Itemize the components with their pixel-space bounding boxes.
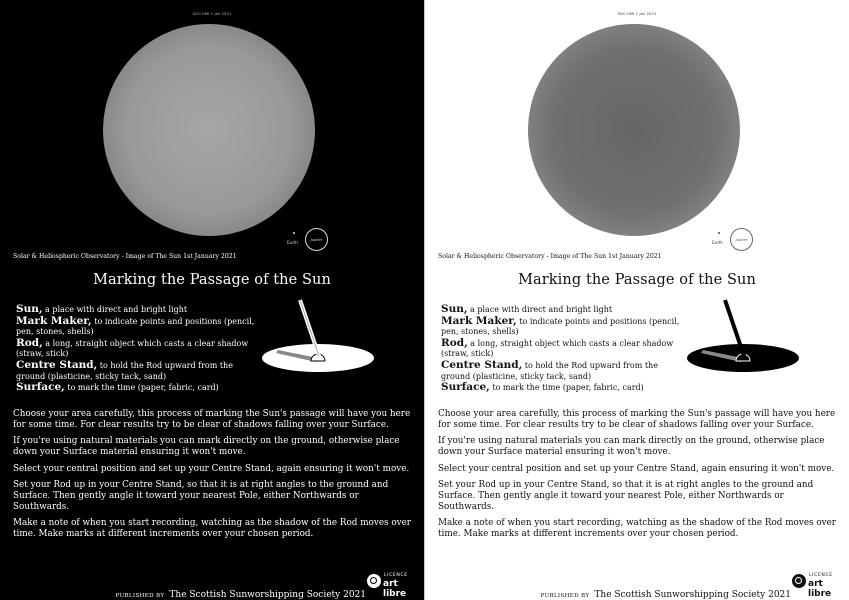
earth-label: Earth [287, 240, 298, 245]
published-by-label: PUBLISHED BY [115, 593, 165, 599]
paragraph: Select your central position and set up your Centre Stand, again ensuring it won't move. [13, 463, 410, 474]
item-name: Centre Stand, [16, 358, 98, 371]
list-item [441, 338, 681, 360]
dark-version-page [0, 0, 424, 600]
list-item [441, 382, 681, 394]
item-name: Mark Maker, [16, 314, 92, 327]
paragraph: Select your central position and set up your Centre Stand, again ensuring it won't move. [438, 463, 835, 474]
materials-list [16, 304, 256, 394]
licence-name: art libre [808, 579, 832, 599]
light-version-page [425, 0, 849, 600]
licence-badge [367, 573, 419, 599]
item-name: Mark Maker, [441, 314, 517, 327]
list-item [441, 360, 681, 382]
published-by-label: PUBLISHED BY [540, 593, 590, 599]
sun-image [103, 24, 315, 236]
item-desc: a place with direct and bright light [42, 305, 188, 314]
item-desc: to mark the time (paper, fabric, card) [64, 383, 219, 393]
image-credit: Solar & Heliospheric Observatory - Image of The Sun 1st January 2021 [438, 253, 662, 260]
list-item [441, 316, 681, 338]
licence-badge [792, 573, 844, 599]
item-desc: to mark the time (paper, fabric, card) [489, 383, 644, 393]
item-name: Centre Stand, [441, 358, 523, 371]
item-name: Sun, [16, 303, 43, 315]
item-desc: a long, straight object which casts a clear shadow (straw, stick) [16, 338, 249, 359]
item-desc: a place with direct and bright light [467, 305, 613, 314]
paragraph: Set your Rod up in your Centre Stand, so that it is at right angles to the ground and Surface. Then gently angle it toward your nearest Pole, either Northwards or Southwards. [13, 480, 389, 512]
page-title: Marking the Passage of the Sun [518, 272, 756, 288]
list-item [16, 316, 256, 338]
sundial-diagram [683, 292, 803, 382]
publisher-footer [425, 582, 791, 600]
paragraph: Make a note of when you start recording, watching as the shadow of the Rod moves over time. Make marks at different increments over your chosen period. [438, 518, 837, 540]
item-name: Surface, [16, 381, 65, 394]
image-stamp: SDO HMI 1 Jan 2021 [617, 12, 657, 16]
paragraph: Choose your area carefully, this process of marking the Sun's passage will have you here for some time. For clear results try to be clear of shadows falling over your Surface. [13, 409, 411, 430]
earth-marker [293, 232, 295, 234]
publisher-name: The Scottish Sunworshipping Society 2021 [594, 590, 791, 600]
earth-label: Earth [712, 240, 723, 245]
list-item [16, 360, 256, 382]
licence-label: LICENCE [384, 573, 408, 578]
sundial-diagram [258, 292, 378, 382]
publisher-name: The Scottish Sunworshipping Society 2021 [169, 590, 366, 600]
earth-marker [718, 232, 720, 234]
paragraph: If you're using natural materials you can mark directly on the ground, otherwise place down your Surface material ensuring it won't move. [13, 436, 400, 458]
paragraph: Set your Rod up in your Centre Stand, so that it is at right angles to the ground and Surface. Then gently angle it toward your nearest Pole, either Northwards or Southwards. [438, 480, 814, 512]
instructions [438, 409, 838, 546]
instructions [13, 409, 413, 546]
sun-image [528, 24, 740, 236]
paragraph: Make a note of when you start recording, watching as the shadow of the Rod moves over time. Make marks at different increments over your chosen period. [13, 518, 412, 540]
publisher-footer [0, 582, 366, 600]
jupiter-scale-circle [305, 228, 328, 251]
paragraph: If you're using natural materials you can mark directly on the ground, otherwise place down your Surface material ensuring it won't move. [438, 436, 825, 458]
item-desc: to hold the Rod upward from the ground (plasticine, sticky tack, sand) [441, 360, 658, 381]
item-name: Rod, [16, 336, 43, 349]
licence-icon [367, 574, 381, 588]
image-stamp: SDO HMI 1 Jan 2021 [192, 12, 232, 16]
item-desc: to hold the Rod upward from the ground (plasticine, sticky tack, sand) [16, 360, 233, 381]
list-item [16, 338, 256, 360]
list-item [16, 382, 256, 394]
item-name: Rod, [441, 336, 468, 349]
item-desc: to indicate points and positions (pencil, pen, stones, shells) [441, 316, 680, 337]
materials-list [441, 304, 681, 394]
image-credit: Solar & Heliospheric Observatory - Image of The Sun 1st January 2021 [13, 253, 237, 260]
item-desc: a long, straight object which casts a clear shadow (straw, stick) [441, 338, 674, 359]
item-name: Surface, [441, 381, 490, 394]
item-desc: to indicate points and positions (pencil, pen, stones, shells) [16, 316, 255, 337]
jupiter-scale-circle [730, 228, 753, 251]
licence-icon [792, 574, 806, 588]
licence-label: LICENCE [809, 573, 833, 578]
paragraph: Choose your area carefully, this process of marking the Sun's passage will have you here for some time. For clear results try to be clear of shadows falling over your Surface. [438, 409, 836, 430]
licence-name: art libre [383, 579, 407, 599]
jupiter-label: Jupiter [735, 237, 748, 242]
item-name: Sun, [441, 303, 468, 315]
page-title: Marking the Passage of the Sun [93, 272, 331, 288]
jupiter-label: Jupiter [310, 237, 323, 242]
